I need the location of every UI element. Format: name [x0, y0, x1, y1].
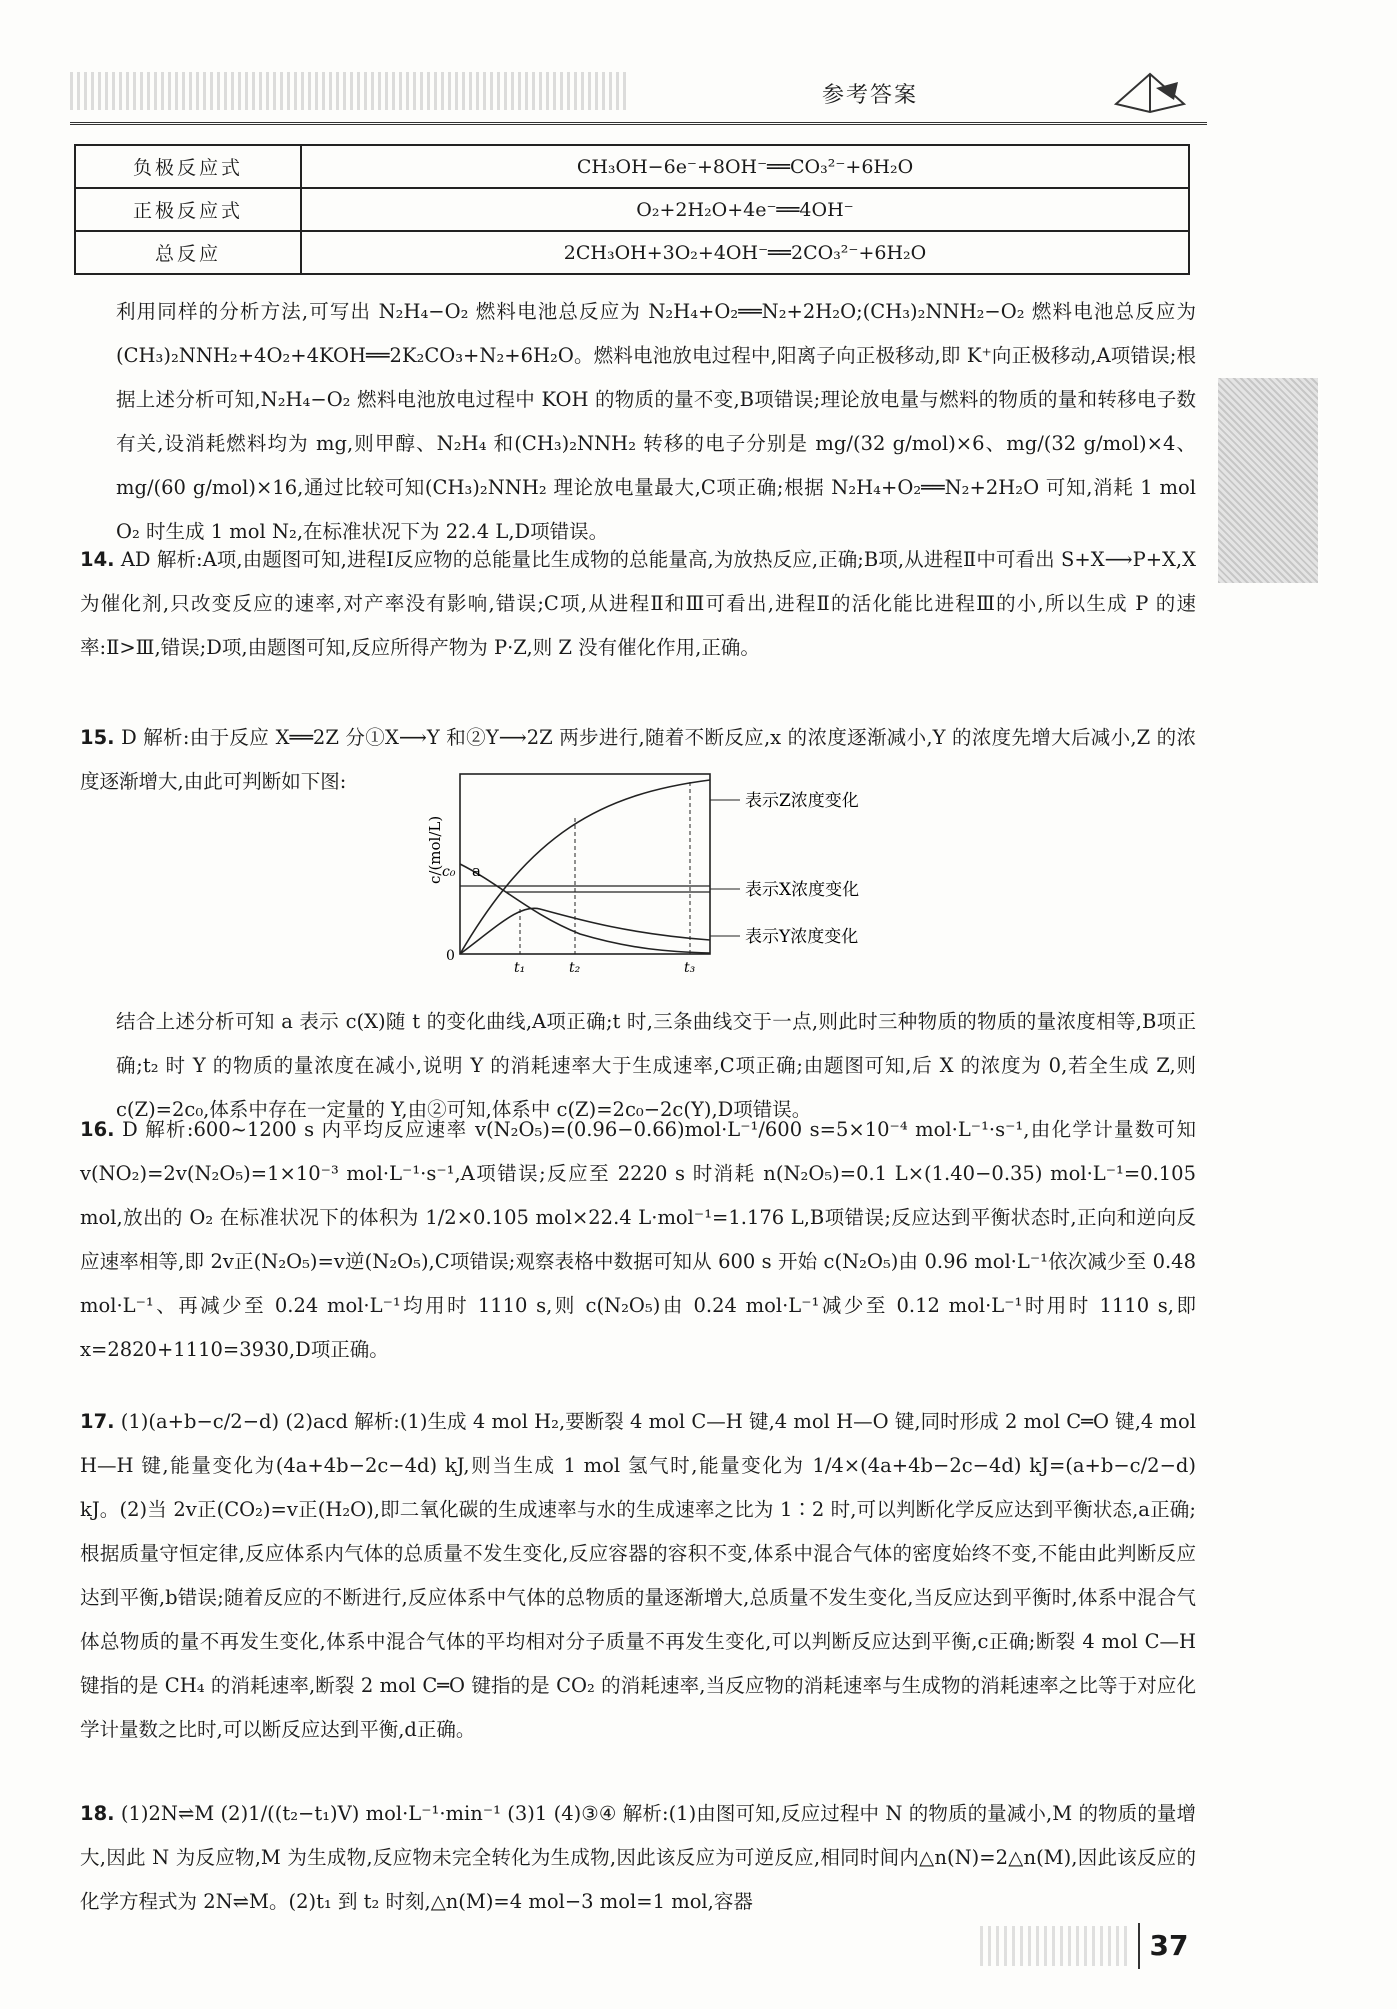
- question-text: (1)2N⇌M (2)1/((t₂−t₁)V) mol·L⁻¹·min⁻¹ (3)1 (4)③④ 解析:(1)由图可知,反应过程中 N 的物质的量减小,M 的物质的量增大,因此 N 为反应物,M 为生成物,反应物未完全转化为生成物,因此该反应为可逆反应,相同时间内△n(N)=2△n(M),因此该反应的化学方程式为 2N⇌M。(2)t₁ 到 t₂ 时刻,△n(M)=4 mol−3 mol=1 mol,容器: [80, 1802, 1196, 1913]
- point-label-a: a: [472, 862, 481, 880]
- book-logo-icon: [1110, 64, 1190, 116]
- row-value: CH₃OH−6e⁻+8OH⁻══CO₃²⁻+6H₂O: [301, 145, 1189, 188]
- x-tick-t3: t₃: [684, 960, 696, 976]
- legend-y: 表示Y浓度变化: [745, 927, 859, 947]
- x-tick-t2: t₂: [569, 960, 581, 976]
- question-text: AD 解析:A项,由题图可知,进程Ⅰ反应物的总能量比生成物的总能量高,为放热反应,正确;B项,从进程Ⅱ中可看出 S+X⟶P+X,X为催化剂,只改变反应的速率,对产率没有影响,错误;C项,从进程Ⅱ和Ⅲ可看出,进程Ⅱ的活化能比进程Ⅲ的小,所以生成 P 的速率:Ⅱ>Ⅲ,错误;D项,由题图可知,反应所得产物为 P·Z,则 Z 没有催化作用,正确。: [80, 548, 1196, 659]
- row-value: 2CH₃OH+3O₂+4OH⁻══2CO₃²⁻+6H₂O: [301, 231, 1189, 274]
- question-18: [80, 1792, 1196, 1924]
- question-text: D 解析:600~1200 s 内平均反应速率 v(N₂O₅)=(0.96−0.66)mol·L⁻¹/600 s=5×10⁻⁴ mol·L⁻¹·s⁻¹,由化学计量数可知 v(NO₂)=2v(N₂O₅)=1×10⁻³ mol·L⁻¹·s⁻¹,A项错误;反应至 2220 s 时消耗 n(N₂O₅)=0.1 L×(1.40−0.35) mol·L⁻¹=0.105 mol,放出的 O₂ 在标准状况下的体积为 1/2×0.105 mol×22.4 L·mol⁻¹=1.176 L,B项错误;反应达到平衡状态时,正向和逆向反应速率相等,即 2v正(N₂O₅)=v逆(N₂O₅),C项错误;观察表格中数据可知从 600 s 开始 c(N₂O₅)由 0.96 mol·L⁻¹依次减少至 0.48 mol·L⁻¹、再减少至 0.24 mol·L⁻¹均用时 1110 s,则 c(N₂O₅)由 0.24 mol·L⁻¹减少至 0.12 mol·L⁻¹时用时 1110 s,即 x=2820+1110=3930,D项正确。: [80, 1118, 1197, 1361]
- row-label: 总反应: [75, 231, 301, 274]
- page-header-title: 参考答案: [822, 83, 919, 108]
- header-rule: [70, 122, 1207, 125]
- question-text: (1)(a+b−c/2−d) (2)acd 解析:(1)生成 4 mol H₂,要断裂 4 mol C—H 键,4 mol H—O 键,同时形成 2 mol C═O 键,4 mol H—H 键,能量变化为(4a+4b−2c−4d) kJ,则当生成 1 mol 氢气时,能量变化为 1/4×(4a+4b−2c−4d) kJ=(a+b−c/2−d) kJ。(2)当 2v正(CO₂)=v正(H₂O),即二氧化碳的生成速率与水的生成速率之比为 1∶2 时,可以判断化学反应达到平衡状态,a正确;根据质量守恒定律,反应体系内气体的总质量不发生变化,反应容器的容积不变,体系中混合气体的密度始终不变,不能由此判断反应达到平衡,b错误;随着反应的不断进行,反应体系中气体的总物质的量逐渐增大,总质量不发生变化,当反应达到平衡时,体系中混合气体总物质的量不再发生变化,体系中混合气体的平均相对分子质量不再发生变化,可以判断反应达到平衡,c正确;断裂 4 mol C—H 键指的是 CH₄ 的消耗速率,断裂 2 mol C═O 键指的是 CO₂ 的消耗速率,当反应物的消耗速率与生成物的消耗速率之比等于对应化学计量数之比时,可以断反应达到平衡,d正确。: [80, 1410, 1196, 1741]
- q13-explanation: 利用同样的分析方法,可写出 N₂H₄−O₂ 燃料电池总反应为 N₂H₄+O₂══N₂+2H₂O;(CH₃)₂NNH₂−O₂ 燃料电池总反应为(CH₃)₂NNH₂+4O₂+4KOH══2K₂CO₃+N₂+6H₂O。燃料电池放电过程中,阳离子向正极移动,即 K⁺向正极移动,A项错误;根据上述分析可知,N₂H₄−O₂ 燃料电池放电过程中 KOH 的物质的量不变,B项错误;理论放电量与燃料的物质的量和转移电子数有关,设消耗燃料均为 mg,则甲醇、N₂H₄ 和(CH₃)₂NNH₂ 转移的电子分别是 mg/(32 g/mol)×6、mg/(32 g/mol)×4、mg/(60 g/mol)×16,通过比较可知(CH₃)₂NNH₂ 理论放电量最大,C项正确;根据 N₂H₄+O₂══N₂+2H₂O 可知,消耗 1 mol O₂ 时生成 1 mol N₂,在标准状况下为 22.4 L,D项错误。: [116, 300, 1196, 543]
- question-16: [80, 1108, 1196, 1372]
- side-texture: [1218, 378, 1318, 583]
- row-label: 负极反应式: [75, 145, 301, 188]
- question-number: 18.: [80, 1802, 115, 1825]
- question-17: [80, 1400, 1196, 1752]
- q15-conclusion: 结合上述分析可知 a 表示 c(X)随 t 的变化曲线,A项正确;t 时,三条曲线交于一点,则此时三种物质的物质的量浓度相等,B项正确;t₂ 时 Y 的物质的量浓度在减小,说明 Y 的消耗速率大于生成速率,C项正确;由题图可知,后 X 的浓度为 0,若全生成 Z,则 c(Z)=2c₀,体系中存在一定量的 Y,由②可知,体系中 c(Z)=2c₀−2c(Y),D项错误。: [116, 1010, 1196, 1121]
- table-row: [75, 188, 1189, 231]
- y-tick-c0: c₀: [442, 864, 456, 880]
- row-value: O₂+2H₂O+4e⁻══4OH⁻: [301, 188, 1189, 231]
- question-number: 14.: [80, 548, 115, 571]
- series-line-z: [460, 780, 710, 954]
- header-decoration: [70, 72, 630, 110]
- concentration-chart: [420, 764, 940, 984]
- question-number: 15.: [80, 726, 115, 749]
- table-row: [75, 231, 1189, 274]
- question-14: [80, 538, 1196, 670]
- question-number: 16.: [80, 1118, 115, 1141]
- electrode-reaction-table: [74, 144, 1190, 275]
- row-label: 正极反应式: [75, 188, 301, 231]
- footer-decoration: [980, 1926, 1130, 1966]
- legend-x: 表示X浓度变化: [745, 880, 860, 900]
- legend-z: 表示Z浓度变化: [745, 791, 859, 811]
- page-number: 37: [1138, 1923, 1198, 1969]
- origin-label: 0: [446, 948, 455, 964]
- series-line-y: [460, 908, 710, 954]
- table-row: [75, 145, 1189, 188]
- x-tick-t1: t₁: [514, 960, 526, 976]
- question-number: 17.: [80, 1410, 115, 1433]
- plot-frame: [460, 774, 710, 954]
- y-axis-label: c/(mol/L): [426, 815, 444, 884]
- series-line-x: [460, 864, 710, 953]
- question-text: D 解析:由于反应 X══2Z 分①X⟶Y 和②Y⟶2Z 两步进行,随着不断反应,x 的浓度逐渐减小,Y 的浓度先增大后减小,Z 的浓度逐渐增大,由此可判断如下图:: [80, 726, 1196, 793]
